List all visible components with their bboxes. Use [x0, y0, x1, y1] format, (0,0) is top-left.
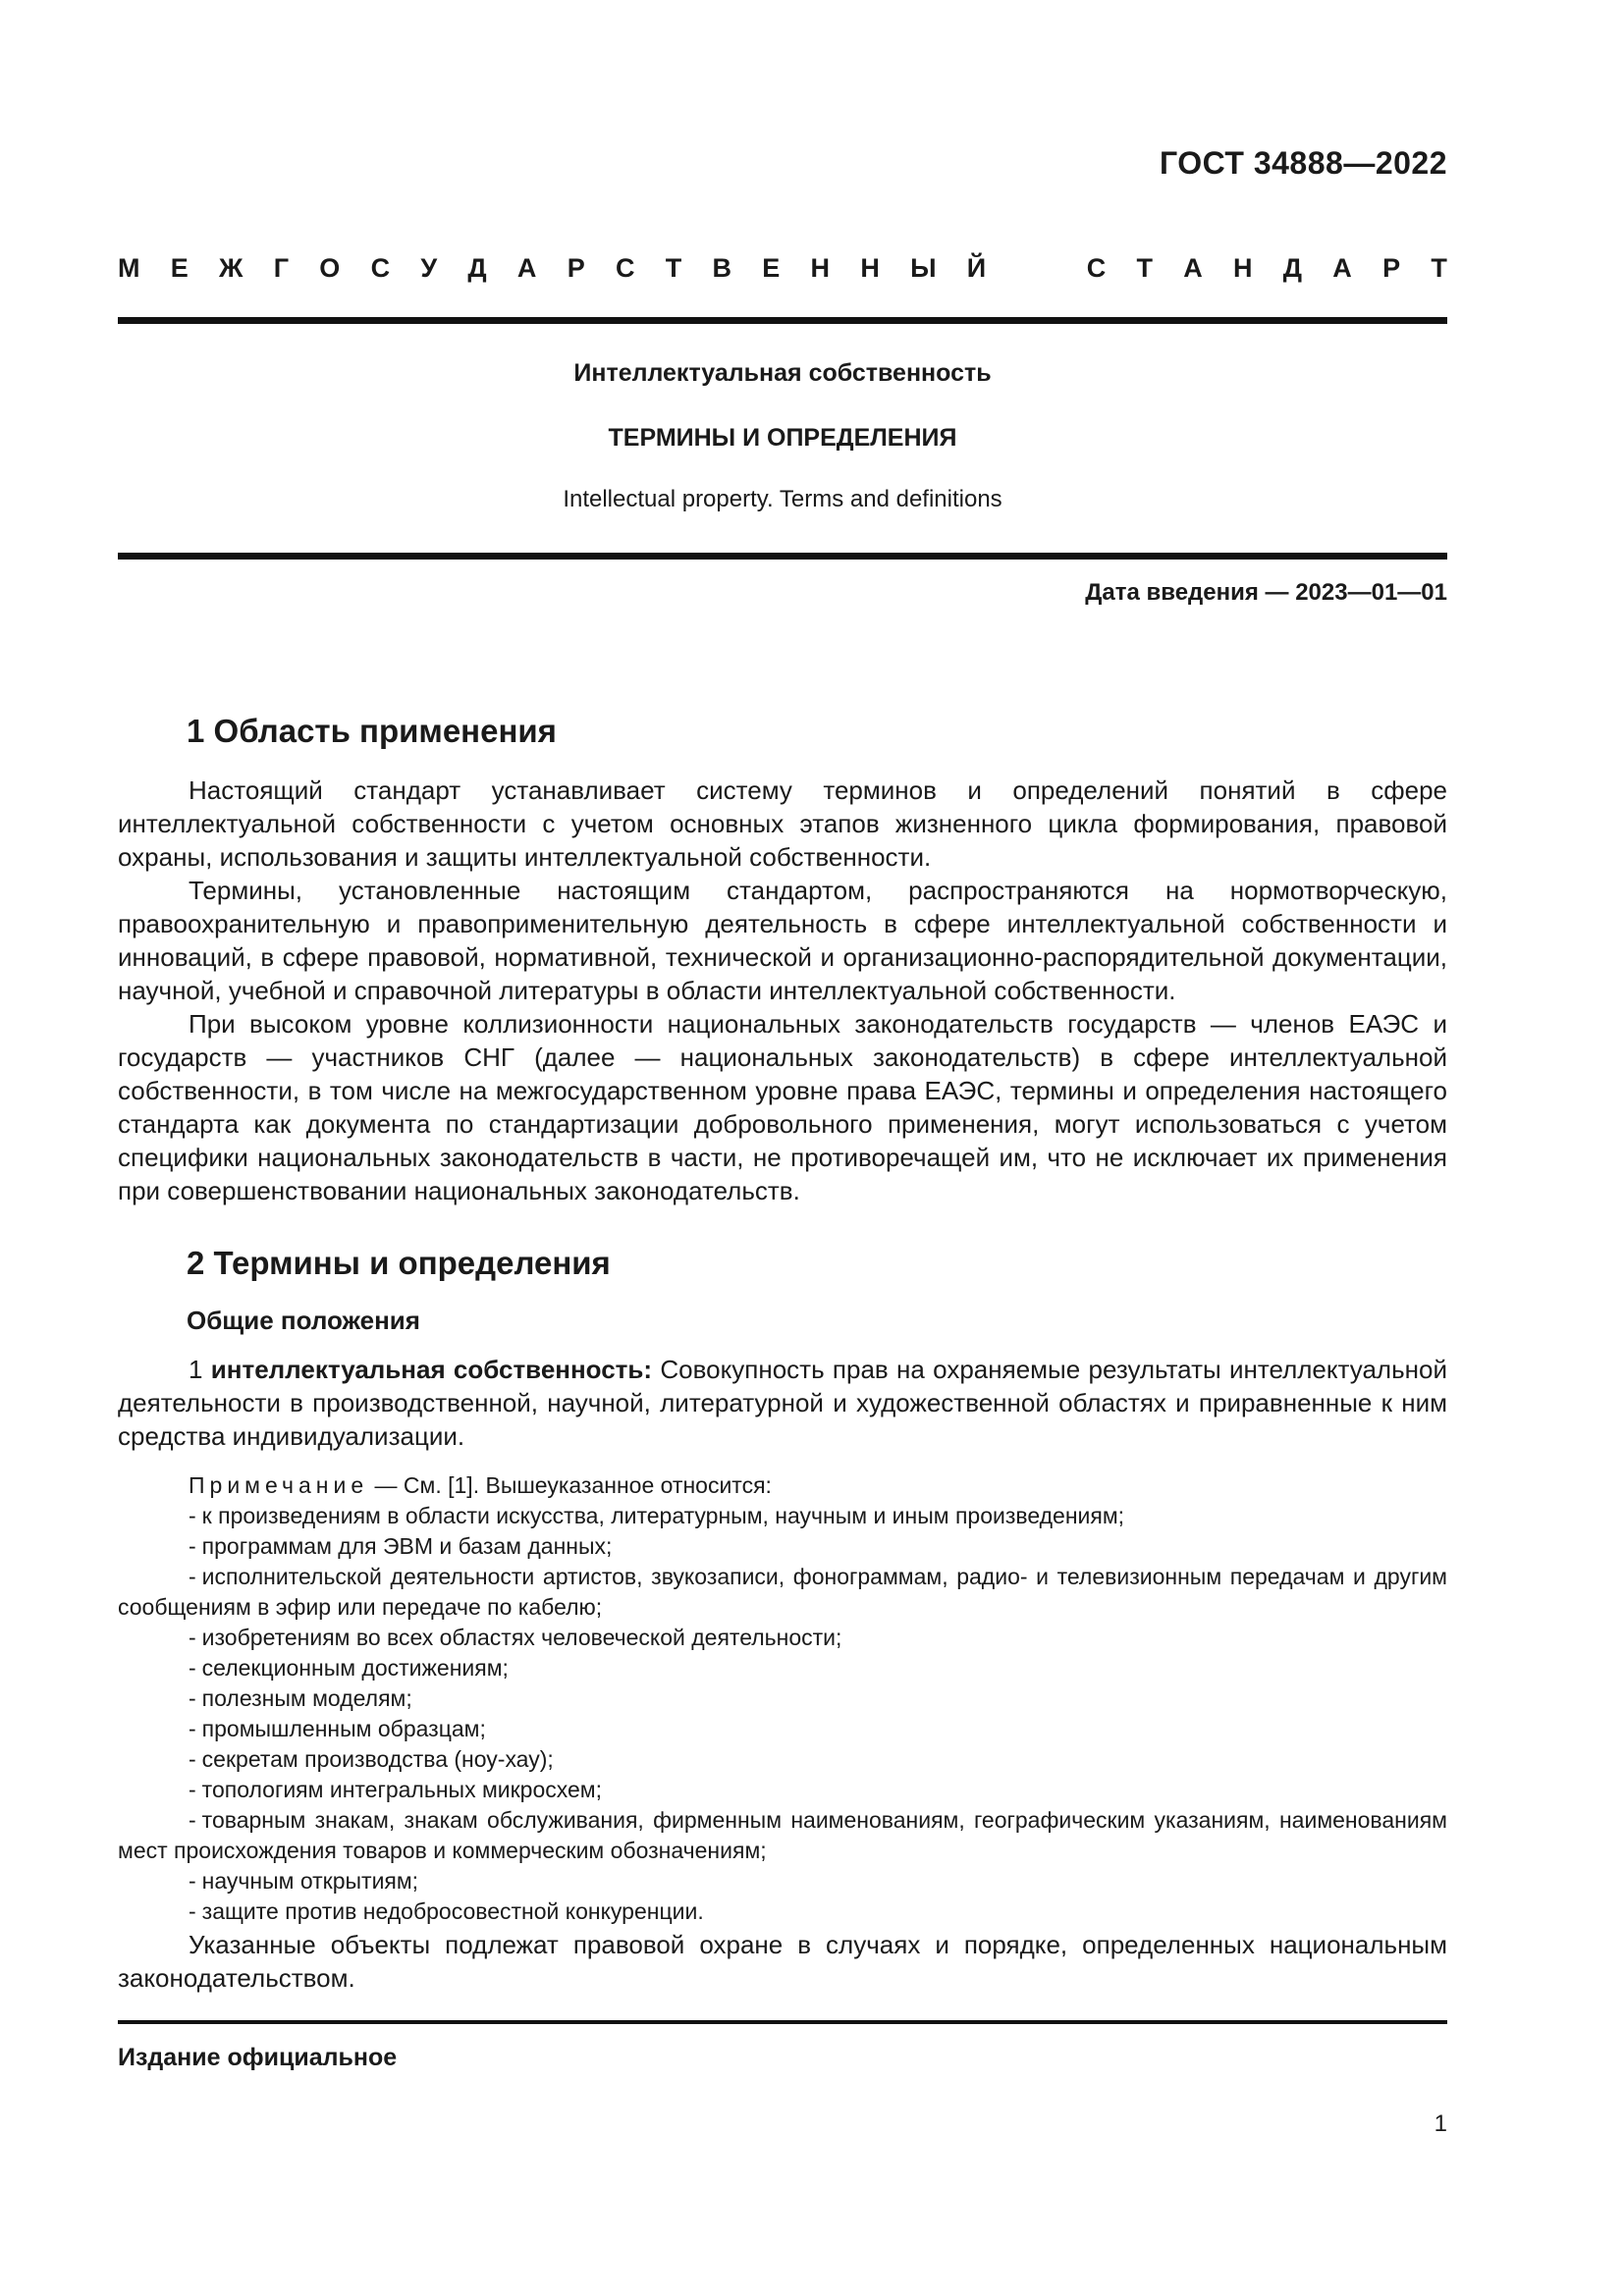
doctype-letter: Е: [170, 253, 189, 283]
doctype-letter: Р: [567, 253, 585, 283]
doctype-letter: Н: [810, 253, 831, 283]
doctype-letter: С: [1086, 253, 1107, 283]
header-divider: [118, 317, 1447, 324]
section-2-heading: 2 Термины и определения: [187, 1245, 611, 1281]
note-conclusion: Указанные объекты подлежат правовой охране в случаях и порядке, определенных национальным законодательством.: [118, 1930, 1447, 1993]
doctype-letter: Д: [467, 253, 487, 283]
doctype-letter: М: [118, 253, 140, 283]
section-1-body: [118, 774, 1447, 1207]
document-type-banner: [118, 253, 1447, 284]
list-item: - секретам производства (ноу-хау);: [189, 1746, 554, 1772]
doctype-letter: У: [420, 253, 438, 283]
term-name: интеллектуальная собственность:: [210, 1355, 653, 1384]
word-gap: [1016, 253, 1056, 284]
footer-divider: [118, 2020, 1447, 2024]
paragraph: Термины, установленные настоящим стандартом, распространяются на нормотворческую, правоохранительную и правоприменительную деятельность в сфере интеллектуальной собственности и инноваций, в сфере правовой, нормативной, технической и организационно-распорядительной документации, научной, учебной и справочной литературы в области интеллектуальной собственности.: [118, 876, 1447, 1005]
term-note: [118, 1470, 1447, 1927]
note-intro: [118, 1470, 1447, 1501]
term-number: 1: [189, 1355, 203, 1384]
list-item: - к произведениям в области искусства, литературным, научным и иным произведениям;: [189, 1503, 1125, 1528]
introduction-date: Дата введения — 2023—01—01: [1085, 579, 1447, 606]
list-item: - изобретениям во всех областях человеческой деятельности;: [189, 1625, 842, 1650]
term-definition: Совокупность прав на охраняемые результаты интеллектуальной деятельности в производственной, научной, литературной и художественной областях и приравненные к ним средства индивидуализации.: [118, 1355, 1447, 1451]
doctype-letter: Г: [273, 253, 290, 283]
standard-code: ГОСТ 34888—2022: [1159, 145, 1447, 181]
doctype-letter: Т: [1136, 253, 1153, 283]
note-list: [118, 1501, 1447, 1927]
note-label: Примечание: [189, 1472, 369, 1498]
list-item: - селекционным достижениям;: [189, 1655, 509, 1681]
list-item: - промышленным образцам;: [189, 1716, 486, 1741]
document-title-ru: ТЕРМИНЫ И ОПРЕДЕЛЕНИЯ: [608, 424, 957, 452]
document-subject: Интеллектуальная собственность: [573, 359, 992, 387]
section-1-heading: 1 Область применения: [187, 713, 557, 749]
list-item: - программам для ЭВМ и базам данных;: [189, 1533, 613, 1559]
doctype-letter: А: [1332, 253, 1352, 283]
list-item: - исполнительской деятельности артистов, звукозаписи, фонограммам, радио- и телевизионным передачам и другим сообщениям в эфир или передаче по кабелю;: [118, 1564, 1447, 1620]
doctype-letter: Д: [1282, 253, 1303, 283]
list-item: - топологиям интегральных микросхем;: [189, 1777, 603, 1802]
title-divider: [118, 553, 1447, 560]
doctype-letter: О: [319, 253, 341, 283]
doctype-letter: С: [615, 253, 635, 283]
section-2-subheading: Общие положения: [187, 1306, 420, 1335]
page-number: 1: [1434, 2110, 1447, 2137]
doctype-letter: С: [370, 253, 391, 283]
doctype-letter: Ж: [219, 253, 244, 283]
list-item: - товарным знакам, знакам обслуживания, фирменным наименованиям, географическим указаниям, наименованиям мест происхождения товаров и коммерческим обозначениям;: [118, 1807, 1447, 1863]
doctype-letter: Е: [762, 253, 781, 283]
paragraph: Настоящий стандарт устанавливает систему терминов и определений понятий в сфере интеллектуальной собственности с учетом основных этапов жизненного цикла формирования, правовой охраны, использования и защиты интеллектуальной собственности.: [118, 775, 1447, 872]
list-item: - научным открытиям;: [189, 1868, 419, 1894]
list-item: - полезным моделям;: [189, 1685, 412, 1711]
doctype-letter: А: [516, 253, 537, 283]
list-item: - защите против недобросовестной конкуренции.: [189, 1898, 704, 1924]
doctype-letter: Т: [1431, 253, 1447, 283]
edition-label: Издание официальное: [118, 2044, 398, 2071]
doctype-letter: А: [1183, 253, 1203, 283]
term-paragraph: [118, 1353, 1447, 1453]
doctype-letter: Ы: [910, 253, 937, 283]
note-intro-text: — См. [1]. Вышеуказанное относится:: [374, 1472, 772, 1498]
doctype-letter: Р: [1382, 253, 1401, 283]
paragraph: При высоком уровне коллизионности национальных законодательств государств — членов ЕАЭС и государств — участников СНГ (далее — национальных законодательств) в сфере интеллектуальной собственности, в том числе на межгосударственном уровне права ЕАЭС, термины и определения настоящего стандарта как документа по стандартизации добровольного применения, могут использоваться с учетом специфики национальных законодательств в части, не противоречащей им, что не исключает их применения при совершенствовании национальных законодательств.: [118, 1009, 1447, 1205]
doctype-letter: Й: [966, 253, 987, 283]
doctype-letter: Н: [860, 253, 880, 283]
doctype-letter: В: [712, 253, 731, 283]
document-title-en: Intellectual property. Terms and definitions: [563, 486, 1002, 512]
doctype-letter: Т: [665, 253, 682, 283]
term-entry: [118, 1353, 1447, 1453]
doctype-letter: Н: [1233, 253, 1253, 283]
